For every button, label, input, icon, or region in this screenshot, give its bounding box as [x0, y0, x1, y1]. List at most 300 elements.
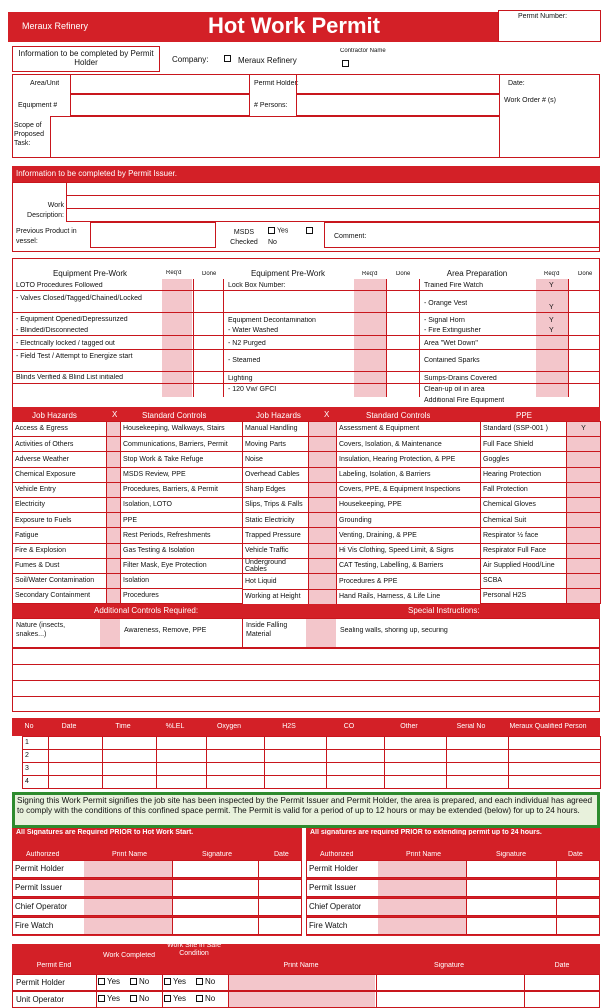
- hazard-check[interactable]: [309, 543, 337, 558]
- end-complete-yes[interactable]: [98, 995, 120, 1004]
- hazard-control: Housekeeping, PPE: [337, 497, 481, 512]
- hazard-name: Trapped Pressure: [243, 528, 309, 543]
- hazard-control: Housekeeping, Walkways, Stairs: [121, 422, 243, 437]
- no-label: No: [205, 978, 216, 986]
- end-safe-no[interactable]: [196, 995, 215, 1004]
- hazard-control: Hi Vis Clothing, Speed Limit, & Signs: [337, 543, 481, 558]
- prep-h-done-2: Done: [396, 271, 411, 277]
- ppe-check[interactable]: [567, 452, 601, 467]
- hazard-check[interactable]: [309, 422, 337, 437]
- hazard-check[interactable]: [107, 528, 121, 543]
- hazard-check[interactable]: [309, 437, 337, 452]
- sig-header-h_date: Date: [274, 851, 289, 858]
- checkbox-icon: [164, 995, 171, 1002]
- hazard-control: Procedures: [121, 589, 243, 604]
- prep-c2-6: - 120 Vw/ GFCI: [228, 386, 277, 393]
- equipment-input[interactable]: [70, 94, 250, 116]
- gas-cell[interactable]: [447, 737, 509, 750]
- gas-cell[interactable]: [207, 763, 265, 776]
- gas-cell[interactable]: [447, 763, 509, 776]
- hazard-row: [13, 452, 243, 467]
- hazard-row: [13, 497, 243, 512]
- gas-h-9: Meraux Qualified Person: [509, 723, 587, 730]
- sig-header-h_sig: Signature: [202, 851, 232, 858]
- hazard-name: Noise: [243, 452, 309, 467]
- hazard-check[interactable]: [309, 528, 337, 543]
- prep-reqd-y-2: Y: [549, 317, 554, 324]
- end-h-sig: Signature: [434, 962, 464, 969]
- prep-c1-3: - Blinded/Disconnected: [16, 327, 88, 334]
- prep-c3-6: Sumps-Drains Covered: [424, 375, 497, 382]
- msds-label: MSDS Checked: [230, 229, 258, 246]
- hazard-check[interactable]: [107, 452, 121, 467]
- gas-cell[interactable]: [207, 737, 265, 750]
- ppe-check[interactable]: [567, 558, 601, 573]
- prep-c1-0: LOTO Procedures Followed: [16, 282, 103, 289]
- ppe-row: [481, 497, 601, 512]
- hazard-control: Communications, Barriers, Permit: [121, 437, 243, 452]
- hazard-control: Filter Mask, Eye Protection: [121, 558, 243, 573]
- hazard-row: [13, 467, 243, 482]
- prep-reqd-y-3: Y: [549, 327, 554, 334]
- hazard-check[interactable]: [107, 513, 121, 528]
- hazard-control: Procedures & PPE: [337, 574, 481, 589]
- hazard-name: Underground Cables: [243, 558, 309, 574]
- sig-print-field[interactable]: [84, 918, 172, 934]
- end-complete-yes[interactable]: [98, 978, 120, 987]
- gas-cell[interactable]: [509, 776, 601, 789]
- ppe-table: [480, 421, 601, 604]
- gas-cell[interactable]: [265, 737, 327, 750]
- sig-signature-field[interactable]: [172, 898, 302, 916]
- hazard-row: [13, 513, 243, 528]
- ppe-check[interactable]: [567, 589, 601, 604]
- end-signature-field[interactable]: [377, 992, 523, 1007]
- hazard-row: [243, 467, 481, 482]
- prep-h-reqd-3: Req'd: [544, 271, 560, 277]
- no-label: No: [139, 978, 150, 986]
- hazard-row: [13, 422, 243, 437]
- hazard-control: CAT Testing, Labelling, & Barriers: [337, 558, 481, 574]
- sig-print-field[interactable]: [378, 918, 466, 934]
- no-label: No: [139, 995, 150, 1003]
- work-desc-input[interactable]: [66, 182, 600, 222]
- gas-cell[interactable]: [385, 776, 447, 789]
- prep-c3-2: - Signal Horn: [424, 317, 465, 324]
- ppe-row: [481, 513, 601, 528]
- area-label: Area/Unit: [30, 80, 60, 87]
- hazard-check[interactable]: [309, 513, 337, 528]
- hazard-name: Soil/Water Contamination: [13, 573, 107, 588]
- hazard-name: Static Electricity: [243, 513, 309, 528]
- hazard-check[interactable]: [309, 482, 337, 497]
- hazard-name: Chemical Exposure: [13, 467, 107, 482]
- special-instructions-label: Special Instructions:: [408, 607, 480, 615]
- hazards-table-left: [12, 421, 243, 604]
- yes-label: Yes: [173, 995, 187, 1003]
- reqd-col-3[interactable]: [536, 279, 568, 397]
- hazard-name: Manual Handling: [243, 422, 309, 437]
- hazard-row: [243, 513, 481, 528]
- checkbox-icon: [98, 978, 105, 985]
- end-h-date: Date: [554, 962, 570, 969]
- hazard-control: Covers, Isolation, & Maintenance: [337, 437, 481, 452]
- end-safe-no[interactable]: [196, 978, 215, 987]
- gas-h-2: Time: [115, 723, 131, 730]
- hazard-row: [13, 558, 243, 573]
- end-safe-yes[interactable]: [164, 995, 186, 1004]
- hazard-row: [243, 497, 481, 512]
- end-print-field[interactable]: [229, 975, 375, 990]
- persons-label: # Persons:: [254, 102, 288, 109]
- sig-signature-field[interactable]: [466, 917, 600, 935]
- hazard-name: Working at Height: [243, 589, 309, 604]
- gas-cell[interactable]: [265, 763, 327, 776]
- prep-c1-1: - Valves Closed/Tagged/Chained/Locked: [16, 295, 142, 302]
- hazard-check[interactable]: [107, 482, 121, 497]
- gas-h-5: H2S: [282, 723, 296, 730]
- hazard-name: Access & Egress: [13, 422, 107, 437]
- prep-c2-0: Lock Box Number:: [228, 282, 286, 289]
- end-print-field[interactable]: [229, 992, 375, 1007]
- gas-row: [23, 763, 601, 776]
- gas-cell[interactable]: [49, 750, 103, 763]
- ppe-item: Full Face Shield: [481, 437, 567, 452]
- gas-h-6: CO: [343, 723, 355, 730]
- gas-cell[interactable]: [327, 737, 385, 750]
- work-desc-label: Work Description:: [27, 202, 64, 219]
- ppe-row: [481, 543, 601, 558]
- ppe-check[interactable]: [567, 573, 601, 588]
- hazard-row: [13, 528, 243, 543]
- sig-signature-field[interactable]: [172, 879, 302, 897]
- sig-header-h_date: Date: [568, 851, 583, 858]
- gas-cell[interactable]: [509, 750, 601, 763]
- end-date-field[interactable]: [525, 975, 599, 990]
- sig-header-h_print: Print Name: [112, 851, 148, 858]
- checkbox-icon: [130, 978, 137, 985]
- prep-section: [12, 258, 600, 410]
- sig-role: Permit Issuer: [15, 884, 63, 892]
- ppe-check[interactable]: [567, 513, 601, 528]
- sig-signature-field[interactable]: [172, 860, 302, 878]
- hazard-row: [243, 452, 481, 467]
- hazard-check[interactable]: [107, 422, 121, 437]
- hazard-name: Moving Parts: [243, 437, 309, 452]
- hazard-name: Overhead Cables: [243, 467, 309, 482]
- hazard-row: [243, 528, 481, 543]
- ppe-item: Goggles: [481, 452, 567, 467]
- ppe-row: [481, 528, 601, 543]
- gas-cell[interactable]: [265, 776, 327, 789]
- hazard-check[interactable]: [107, 573, 121, 588]
- ppe-check[interactable]: [567, 497, 601, 512]
- hazard-control: Hand Rails, Harness, & Life Line: [337, 589, 481, 604]
- hazard-row: [243, 482, 481, 497]
- hazard-control: Rest Periods, Refreshments: [121, 528, 243, 543]
- gas-h-4: Oxygen: [216, 723, 242, 730]
- ppe-item: Hearing Protection: [481, 467, 567, 482]
- hazard-check[interactable]: [107, 558, 121, 573]
- gas-h-1: Date: [61, 723, 77, 730]
- gas-cell[interactable]: [157, 763, 207, 776]
- end-complete-no[interactable]: [130, 978, 149, 987]
- hazard-name: Vehicle Entry: [13, 482, 107, 497]
- sig-date-field[interactable]: [556, 879, 557, 897]
- hazard-control: Insulation, Hearing Protection, & PPE: [337, 452, 481, 467]
- prep-reqd-y-1: Y: [549, 304, 554, 311]
- ppe-check[interactable]: [567, 528, 601, 543]
- sig-signature-field[interactable]: [466, 879, 600, 897]
- gas-cell[interactable]: [327, 750, 385, 763]
- hazard-check[interactable]: [309, 589, 337, 604]
- checkbox-icon: [130, 995, 137, 1002]
- hazard-row: [243, 574, 481, 589]
- gas-cell[interactable]: [385, 750, 447, 763]
- prev-product-label: Previous Product in vessel:: [16, 228, 77, 245]
- hazard-row: [243, 437, 481, 452]
- prep-c2-4: - Steamed: [228, 357, 261, 364]
- ppe-check[interactable]: [567, 467, 601, 482]
- prep-c2-3: - N2 Purged: [228, 340, 266, 347]
- msds-no-checkbox[interactable]: [306, 227, 315, 235]
- gas-cell[interactable]: [265, 750, 327, 763]
- sig-print-field[interactable]: [84, 899, 172, 915]
- hazard-control: Gas Testing & Isolation: [121, 543, 243, 558]
- sig-date-field[interactable]: [258, 860, 259, 878]
- sig-date-field[interactable]: [258, 898, 259, 916]
- hazard-name: Electricity: [13, 497, 107, 512]
- ppe-row: [481, 452, 601, 467]
- gas-cell[interactable]: [327, 763, 385, 776]
- hazard-name: Fatigue: [13, 528, 107, 543]
- hazard-check[interactable]: [107, 589, 121, 604]
- end-date-field[interactable]: [525, 992, 599, 1007]
- hazard-row: [13, 482, 243, 497]
- gas-cell[interactable]: [49, 737, 103, 750]
- gas-cell[interactable]: [447, 776, 509, 789]
- contractor-checkbox[interactable]: [342, 60, 351, 68]
- ppe-item: Air Supplied Hood/Line: [481, 558, 567, 573]
- gas-cell[interactable]: [327, 776, 385, 789]
- sig-print-field[interactable]: [378, 899, 466, 915]
- issuer-banner-text: Information to be completed by Permit Issuer.: [16, 170, 177, 178]
- persons-input[interactable]: [296, 94, 500, 116]
- sig-role: Chief Operator: [309, 903, 362, 911]
- sig-print-field[interactable]: [84, 880, 172, 896]
- ppe-row: [481, 589, 601, 604]
- prep-c1-5: - Field Test / Attempt to Energize start: [16, 353, 133, 360]
- end-safe-yes[interactable]: [164, 978, 186, 987]
- reqd-col-1[interactable]: [162, 279, 192, 397]
- prep-reqd-y-0: Y: [549, 282, 554, 289]
- sig-date-field[interactable]: [556, 898, 557, 916]
- end-h-complete: Work Completed: [102, 952, 155, 959]
- awareness-label: Awareness, Remove, PPE: [124, 627, 207, 634]
- prep-h-equip-1: Equipment Pre-Work: [52, 270, 128, 278]
- ppe-row: [481, 422, 601, 437]
- hazard-check[interactable]: [309, 574, 337, 589]
- sig-role: Permit Holder: [15, 865, 64, 873]
- hazard-name: Activities of Others: [13, 437, 107, 452]
- ppe-check[interactable]: [567, 482, 601, 497]
- prep-c3-1: - Orange Vest: [424, 300, 468, 307]
- hazard-name: Fire & Explosion: [13, 543, 107, 558]
- ppe-check[interactable]: [567, 437, 601, 452]
- prep-c3-5: Contained Sparks: [424, 357, 480, 364]
- sig-header-h_auth: Authorized: [320, 851, 354, 858]
- prev-product-input[interactable]: [90, 222, 216, 248]
- hazard-name: Adverse Weather: [13, 452, 107, 467]
- validity-notice-text: Signing this Work Permit signifies the job site has been inspected by the Permit Issuer and Permit Holder, the area is prepared, and each individual has agreed to comply with the conditions of this confined space permit. The Permit is valid for a period of up to 12 hours or may be extended (below) for up to 24 hours.: [17, 796, 593, 815]
- gas-row-number: 1: [23, 737, 49, 750]
- gas-h-3: %LEL: [165, 723, 185, 730]
- sig-header-h_sig: Signature: [496, 851, 526, 858]
- sig-date-field[interactable]: [556, 917, 557, 935]
- sig-signature-field[interactable]: [466, 898, 600, 916]
- hazard-control: PPE: [121, 513, 243, 528]
- prep-h-equip-2: Equipment Pre-Work: [250, 270, 326, 278]
- msds-no: No: [268, 239, 277, 246]
- prep-h-done-1: Done: [202, 271, 217, 277]
- hazard-check[interactable]: [107, 497, 121, 512]
- hazard-check[interactable]: [107, 543, 121, 558]
- checkbox-icon: [196, 978, 203, 985]
- permit-number-label: Permit Number:: [518, 13, 568, 20]
- end-role: Permit Holder: [16, 979, 65, 987]
- gas-cell[interactable]: [157, 776, 207, 789]
- ppe-item: Chemical Suit: [481, 513, 567, 528]
- hazard-row: [243, 589, 481, 604]
- permit-holder-label: Permit Holder:: [254, 80, 299, 87]
- work-order-label: Work Order # (s): [504, 97, 556, 104]
- sig-signature-field[interactable]: [172, 917, 302, 935]
- ppe-item: Fall Protection: [481, 482, 567, 497]
- hazard-check[interactable]: [309, 497, 337, 512]
- sig-role: Fire Watch: [309, 922, 348, 930]
- gas-cell[interactable]: [207, 776, 265, 789]
- end-h-safe: Work Site in Safe Condition: [167, 942, 221, 958]
- nature-label: Nature (insects, snakes...): [16, 622, 66, 639]
- gas-h-8: Serial No: [456, 723, 486, 730]
- prep-h-reqd-1: Req'd: [166, 270, 182, 276]
- ppe-item: Respirator Full Face: [481, 543, 567, 558]
- gas-row: [23, 750, 601, 763]
- scope-input[interactable]: [50, 116, 500, 158]
- checkbox-icon: [98, 995, 105, 1002]
- sig-print-field[interactable]: [84, 861, 172, 877]
- gas-table: [22, 736, 601, 789]
- comment-label: Comment:: [334, 233, 367, 240]
- hazard-row: [13, 543, 243, 558]
- prep-c3-7: Clean-up oil in area: [424, 386, 485, 393]
- sig-signature-field[interactable]: [466, 860, 600, 878]
- hazard-control: Procedures, Barriers, & Permit: [121, 482, 243, 497]
- gas-cell[interactable]: [157, 737, 207, 750]
- permit-holder-input[interactable]: [296, 74, 500, 94]
- hazards-h-2: Job Hazards: [256, 412, 301, 420]
- hazards-x-2: X: [324, 411, 330, 419]
- gas-cell[interactable]: [103, 737, 157, 750]
- area-input[interactable]: [70, 74, 250, 94]
- gas-cell[interactable]: [385, 763, 447, 776]
- hazard-check[interactable]: [309, 452, 337, 467]
- hazard-row: [13, 589, 243, 604]
- gas-row: [23, 776, 601, 789]
- prep-c3-3: - Fire Extinguisher: [424, 327, 481, 334]
- ppe-row: [481, 467, 601, 482]
- gas-cell[interactable]: [157, 750, 207, 763]
- sig-print-field[interactable]: [378, 880, 466, 896]
- gas-cell[interactable]: [103, 776, 157, 789]
- ppe-check[interactable]: Y: [567, 422, 601, 437]
- sig-right-title: All signatures are required PRIOR to extending permit up to 24 hours.: [310, 829, 542, 835]
- sig-date-field[interactable]: [258, 879, 259, 897]
- sig-role: Fire Watch: [15, 922, 54, 930]
- gas-cell[interactable]: [509, 763, 601, 776]
- end-signature-field[interactable]: [377, 975, 523, 990]
- sealing-label: Sealing walls, shoring up, securing: [340, 627, 448, 634]
- gas-cell[interactable]: [49, 763, 103, 776]
- hazard-check[interactable]: [309, 558, 337, 574]
- hazard-row: [243, 543, 481, 558]
- gas-cell[interactable]: [103, 750, 157, 763]
- msds-yes[interactable]: Yes: [268, 227, 288, 235]
- prep-c2-5: Lighting: [228, 375, 253, 382]
- prep-h-reqd-2: Req'd: [362, 271, 378, 277]
- gas-cell[interactable]: [447, 750, 509, 763]
- gas-h-7: Other: [400, 723, 418, 730]
- equipment-label: Equipment #: [18, 102, 58, 109]
- gas-cell[interactable]: [509, 737, 601, 750]
- gas-cell[interactable]: [49, 776, 103, 789]
- gas-cell[interactable]: [385, 737, 447, 750]
- holder-info-label: Information to be completed by Permit Holder: [18, 50, 154, 67]
- scope-label: Scope of Proposed Task:: [14, 122, 44, 148]
- hazards-header: [12, 407, 600, 421]
- sig-print-field[interactable]: [378, 861, 466, 877]
- hazard-check[interactable]: [107, 437, 121, 452]
- gas-row-number: 3: [23, 763, 49, 776]
- hazard-control: Stop Work & Take Refuge: [121, 452, 243, 467]
- hazard-check[interactable]: [107, 467, 121, 482]
- hazard-name: Fumes & Dust: [13, 558, 107, 573]
- hazards-controls-1: Standard Controls: [142, 412, 207, 420]
- ppe-row: [481, 558, 601, 573]
- reqd-col-2[interactable]: [354, 279, 386, 397]
- hazard-row: [243, 558, 481, 574]
- ppe-check[interactable]: [567, 543, 601, 558]
- hazard-check[interactable]: [309, 467, 337, 482]
- sig-header-h_auth: Authorized: [26, 851, 60, 858]
- ppe-item: Personal H2S: [481, 589, 567, 604]
- gas-row-number: 4: [23, 776, 49, 789]
- company-checkbox[interactable]: [224, 55, 233, 63]
- gas-cell[interactable]: [207, 750, 265, 763]
- end-complete-no[interactable]: [130, 995, 149, 1004]
- hazard-name: Vehicle Traffic: [243, 543, 309, 558]
- gas-cell[interactable]: [103, 763, 157, 776]
- sig-date-field[interactable]: [258, 917, 259, 935]
- hazard-control: Venting, Draining, & PPE: [337, 528, 481, 543]
- hazard-row: [13, 573, 243, 588]
- gas-row: [23, 737, 601, 750]
- sig-date-field[interactable]: [556, 860, 557, 878]
- prep-c3-4: Area "Wet Down": [424, 340, 478, 347]
- hazard-name: Secondary Containment: [13, 589, 107, 604]
- prep-c1-4: - Electrically locked / tagged out: [16, 340, 115, 347]
- sig-left-title: All Signatures are Required PRIOR to Hot Work Start.: [16, 829, 194, 835]
